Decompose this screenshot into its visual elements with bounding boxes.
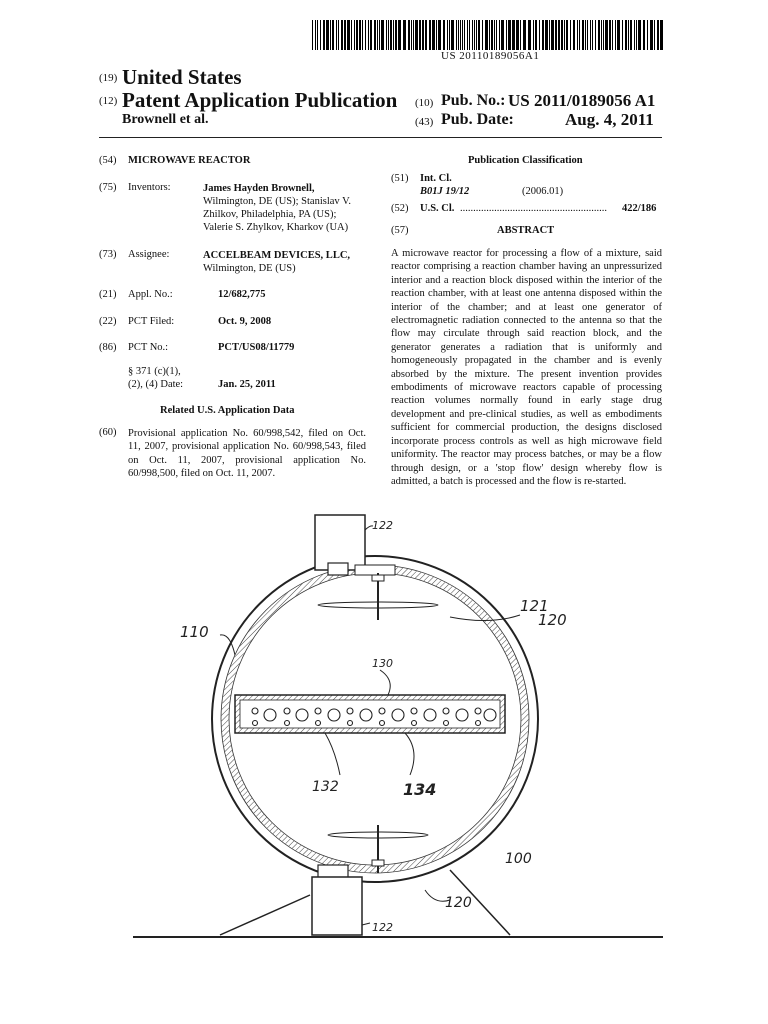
- label-121: 121: [520, 597, 549, 615]
- inid-code-73: (73): [99, 249, 117, 260]
- assignee-name: ACCELBEAM DEVICES, LLC,: [203, 250, 351, 261]
- inid-code-19: (19): [99, 72, 118, 84]
- inventor-line-3: Zhilkov, Philadelphia, PA (US);: [203, 209, 337, 220]
- label-122-top: 122: [372, 519, 393, 532]
- s371-date: Jan. 25, 2011: [218, 379, 276, 390]
- label-110: 110: [180, 623, 209, 641]
- related-data-heading: Related U.S. Application Data: [160, 405, 295, 416]
- author-line: Brownell et al.: [122, 112, 209, 127]
- pub-date-label: Pub. Date:: [441, 111, 514, 128]
- pub-no-label: Pub. No.:: [441, 92, 506, 109]
- pct-no-value: PCT/US08/11779: [218, 342, 295, 353]
- appl-no-value: 12/682,775: [218, 289, 266, 300]
- pub-no-value: US 2011/0189056 A1: [508, 91, 656, 110]
- bottom-generator-box: [312, 877, 362, 935]
- top-generator-box: [315, 515, 365, 570]
- inid-code-51: (51): [391, 173, 409, 184]
- pct-filed-value: Oct. 9, 2008: [218, 316, 272, 327]
- int-cl-class: B01J 19/12: [420, 186, 470, 197]
- us-cl-value: 422/186: [622, 203, 657, 214]
- publication-type: Patent Application Publication: [122, 88, 398, 112]
- inid-code-75: (75): [99, 182, 117, 193]
- label-120-bottom: 120: [445, 895, 472, 911]
- pct-filed-label: PCT Filed:: [128, 316, 175, 327]
- pct-no-label: PCT No.:: [128, 342, 169, 353]
- inid-code-12: (12): [99, 95, 118, 107]
- abstract-text: A microwave reactor for processing a flow of a mixture, said reactor comprising a reaction chamber having an unpressurized interior and a reaction block disposed within the interior of the reaction chamber, with at least one antenna disposed within the interior of the chamber; and at least one generator of electromagnetic radiation connected to the antenna so that the flow may circulate through said reaction block, and the generator generates a radiation that is uniformly and homogeneously propagated in the chamber and is evenly absorbed by the mixture. The present invention provides embodiments of microwave reactors capable of processing reaction volumes normally found in early stage drug development and pre-clinical studies, as well as embodiments sufficient for commercial production, the designs disclosed incorporate process controls as well as high microwave field uniformity. The reactor may process batches, or may be a flow through design, or a 'stop flow' design whereby flow is admitted, a batch is processed and the flow is re-started.: [391, 248, 662, 487]
- inventors-label: Inventors:: [128, 182, 171, 193]
- label-132: 132: [312, 779, 339, 795]
- assignee-location: Wilmington, DE (US): [203, 263, 296, 274]
- label-120-top: 120: [538, 611, 567, 629]
- inid-code-10: (10): [415, 97, 434, 109]
- s371-line-1: § 371 (c)(1),: [128, 366, 181, 377]
- appl-no-label: Appl. No.:: [128, 289, 173, 300]
- label-122-bottom: 122: [372, 921, 393, 934]
- inid-code-54: (54): [99, 155, 117, 166]
- inid-code-86: (86): [99, 342, 117, 353]
- inventor-line-4: Valerie S. Zhylkov, Kharkov (UA): [203, 222, 349, 233]
- barcode-pub-number: US 20110189056A1: [441, 50, 540, 62]
- invention-title: MICROWAVE REACTOR: [128, 155, 251, 166]
- s371-line-2: (2), (4) Date:: [128, 379, 184, 390]
- pub-date-value: Aug. 4, 2011: [565, 110, 654, 129]
- int-cl-label: Int. Cl.: [420, 173, 452, 184]
- abstract-heading: ABSTRACT: [497, 225, 555, 236]
- reactor-drawing: [160, 505, 670, 965]
- inventor-line-2: Wilmington, DE (US); Stanislav V.: [203, 196, 351, 207]
- stand-left-leg: [220, 895, 310, 935]
- inventor-line-1: James Hayden Brownell,: [203, 183, 315, 194]
- inid-code-57: (57): [391, 225, 409, 236]
- inid-code-52: (52): [391, 203, 409, 214]
- inid-code-21: (21): [99, 289, 117, 300]
- inid-code-43: (43): [415, 116, 434, 128]
- country-title: United States: [122, 65, 242, 89]
- label-130: 130: [372, 657, 393, 670]
- assignee-label: Assignee:: [128, 249, 170, 260]
- header-rule: [99, 137, 662, 138]
- provisional-applications: Provisional application No. 60/998,542, filed on Oct. 11, 2007, provisional application No. 60/998,543, filed on Oct. 11, 2007, provisional application No. 60/998,500, filed on Oct. 11, 2007.: [128, 428, 366, 480]
- pub-class-heading: Publication Classification: [468, 155, 583, 166]
- barcode-graphic: [312, 20, 664, 50]
- label-134: 134: [403, 780, 437, 799]
- int-cl-year: (2006.01): [522, 186, 564, 197]
- inid-code-60: (60): [99, 427, 117, 438]
- us-cl-label: U.S. Cl.: [420, 203, 455, 214]
- label-100: 100: [505, 851, 532, 867]
- inid-code-22: (22): [99, 316, 117, 327]
- us-cl-leader-dots: ........................................................: [460, 203, 607, 214]
